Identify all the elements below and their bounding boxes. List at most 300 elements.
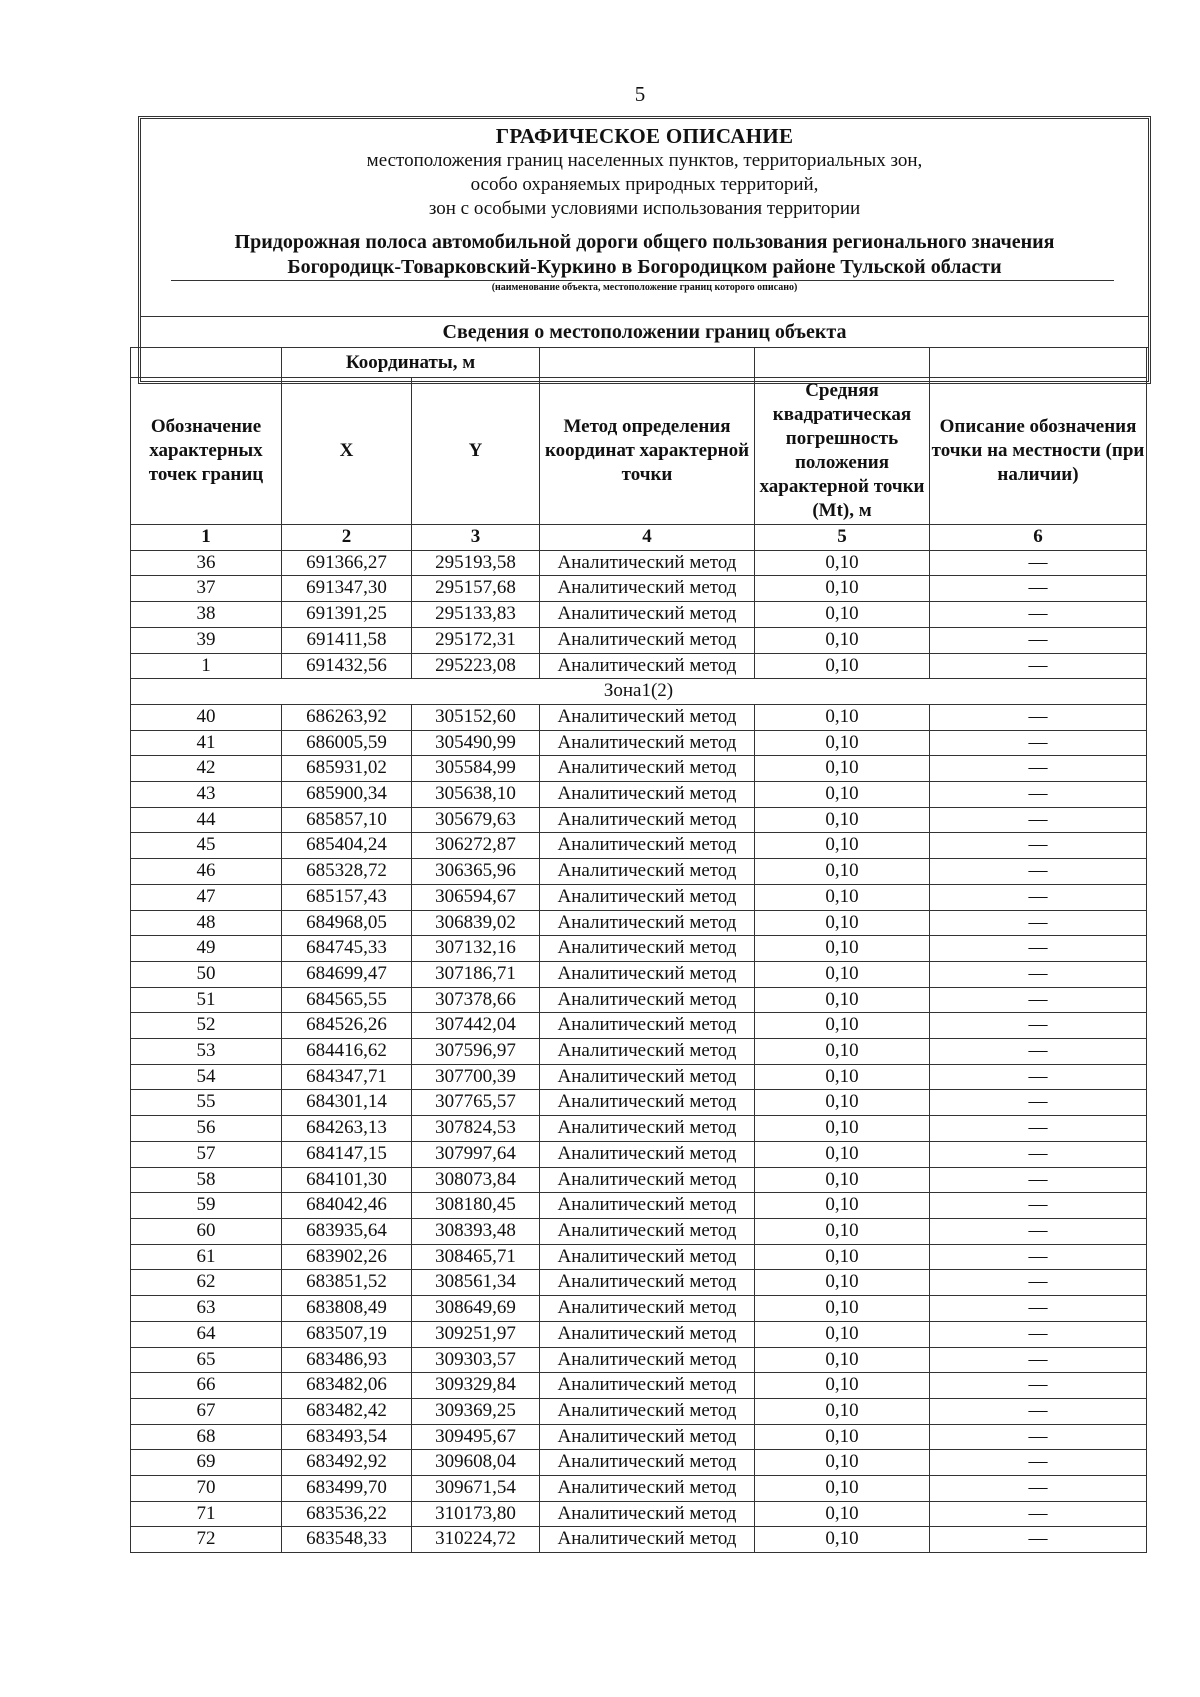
method-cell: Аналитический метод xyxy=(540,653,755,679)
x-coordinate-cell: 685931,02 xyxy=(282,756,412,782)
y-coordinate-cell: 307378,66 xyxy=(412,987,540,1013)
point-number-cell: 71 xyxy=(131,1501,282,1527)
y-coordinate-cell: 307186,71 xyxy=(412,961,540,987)
method-cell: Аналитический метод xyxy=(540,1424,755,1450)
table-row xyxy=(131,987,1147,1013)
description-cell: — xyxy=(930,1039,1147,1065)
y-coordinate-cell: 309671,54 xyxy=(412,1476,540,1502)
description-cell: — xyxy=(930,833,1147,859)
col-number: 2 xyxy=(282,525,412,551)
x-coordinate-cell: 683851,52 xyxy=(282,1270,412,1296)
description-cell: — xyxy=(930,1244,1147,1270)
error-cell: 0,10 xyxy=(755,1013,930,1039)
method-cell: Аналитический метод xyxy=(540,1296,755,1322)
method-cell: Аналитический метод xyxy=(540,550,755,576)
description-cell: — xyxy=(930,1450,1147,1476)
error-cell: 0,10 xyxy=(755,756,930,782)
method-cell: Аналитический метод xyxy=(540,1039,755,1065)
method-cell: Аналитический метод xyxy=(540,987,755,1013)
header-line-2: особо охраняемых природных территорий, xyxy=(470,174,819,195)
description-cell: — xyxy=(930,1218,1147,1244)
error-cell: 0,10 xyxy=(755,910,930,936)
zone-row xyxy=(131,679,1147,705)
method-cell: Аналитический метод xyxy=(540,961,755,987)
description-cell: — xyxy=(930,1501,1147,1527)
error-cell: 0,10 xyxy=(755,1347,930,1373)
table-row xyxy=(131,1116,1147,1142)
error-cell: 0,10 xyxy=(755,833,930,859)
y-coordinate-cell: 309303,57 xyxy=(412,1347,540,1373)
error-cell: 0,10 xyxy=(755,627,930,653)
error-cell: 0,10 xyxy=(755,1141,930,1167)
y-coordinate-cell: 306272,87 xyxy=(412,833,540,859)
error-cell: 0,10 xyxy=(755,1167,930,1193)
table-row xyxy=(131,576,1147,602)
x-coordinate-cell: 685157,43 xyxy=(282,884,412,910)
method-cell: Аналитический метод xyxy=(540,1347,755,1373)
method-cell: Аналитический метод xyxy=(540,1116,755,1142)
error-cell: 0,10 xyxy=(755,1450,930,1476)
error-cell: 0,10 xyxy=(755,1321,930,1347)
error-cell: 0,10 xyxy=(755,987,930,1013)
point-number-cell: 45 xyxy=(131,833,282,859)
table-row xyxy=(131,1398,1147,1424)
y-coordinate-cell: 305490,99 xyxy=(412,730,540,756)
description-cell: — xyxy=(930,1398,1147,1424)
method-cell: Аналитический метод xyxy=(540,602,755,628)
method-cell: Аналитический метод xyxy=(540,1244,755,1270)
y-coordinate-cell: 307997,64 xyxy=(412,1141,540,1167)
coordinates-table xyxy=(130,347,1147,1553)
table-row xyxy=(131,653,1147,679)
table-row xyxy=(131,1167,1147,1193)
point-number-cell: 55 xyxy=(131,1090,282,1116)
method-cell: Аналитический метод xyxy=(540,910,755,936)
error-cell: 0,10 xyxy=(755,704,930,730)
column-header-row xyxy=(131,378,1147,525)
col-method-header: Метод определения координат характерной точки xyxy=(540,378,755,525)
point-number-cell: 68 xyxy=(131,1424,282,1450)
point-number-cell: 1 xyxy=(131,653,282,679)
group2-rows xyxy=(131,704,1147,1552)
y-coordinate-cell: 309329,84 xyxy=(412,1373,540,1399)
method-cell: Аналитический метод xyxy=(540,704,755,730)
document-title: ГРАФИЧЕСКОЕ ОПИСАНИЕ xyxy=(495,124,794,148)
description-cell: — xyxy=(930,1373,1147,1399)
page-number: 5 xyxy=(634,82,646,106)
description-cell: — xyxy=(930,1193,1147,1219)
y-coordinate-cell: 306839,02 xyxy=(412,910,540,936)
table-row xyxy=(131,782,1147,808)
method-cell: Аналитический метод xyxy=(540,576,755,602)
document-header-frame xyxy=(138,116,1151,384)
error-cell: 0,10 xyxy=(755,1527,930,1553)
error-cell: 0,10 xyxy=(755,1116,930,1142)
table-row xyxy=(131,1450,1147,1476)
table-row xyxy=(131,1373,1147,1399)
point-number-cell: 63 xyxy=(131,1296,282,1322)
header-line-1: местоположения границ населенных пунктов, территориальных зон, xyxy=(366,150,923,171)
description-cell: — xyxy=(930,910,1147,936)
object-note: (наименование объекта, местоположение границ которого описано) xyxy=(491,282,798,293)
y-coordinate-cell: 308180,45 xyxy=(412,1193,540,1219)
x-coordinate-cell: 685857,10 xyxy=(282,807,412,833)
method-cell: Аналитический метод xyxy=(540,1141,755,1167)
method-cell: Аналитический метод xyxy=(540,1398,755,1424)
description-cell: — xyxy=(930,1347,1147,1373)
y-coordinate-cell: 309369,25 xyxy=(412,1398,540,1424)
error-cell: 0,10 xyxy=(755,1296,930,1322)
method-cell: Аналитический метод xyxy=(540,1218,755,1244)
y-coordinate-cell: 295193,58 xyxy=(412,550,540,576)
table-row xyxy=(131,1013,1147,1039)
table-row xyxy=(131,1090,1147,1116)
method-cell: Аналитический метод xyxy=(540,1321,755,1347)
point-number-cell: 39 xyxy=(131,627,282,653)
x-coordinate-cell: 683935,64 xyxy=(282,1218,412,1244)
col-y-header: Y xyxy=(412,378,540,525)
x-coordinate-cell: 684042,46 xyxy=(282,1193,412,1219)
method-cell: Аналитический метод xyxy=(540,884,755,910)
table-row xyxy=(131,704,1147,730)
x-coordinate-cell: 684745,33 xyxy=(282,936,412,962)
x-coordinate-cell: 684699,47 xyxy=(282,961,412,987)
point-number-cell: 70 xyxy=(131,1476,282,1502)
y-coordinate-cell: 295133,83 xyxy=(412,602,540,628)
point-number-cell: 62 xyxy=(131,1270,282,1296)
point-number-cell: 66 xyxy=(131,1373,282,1399)
x-coordinate-cell: 683902,26 xyxy=(282,1244,412,1270)
table-row xyxy=(131,602,1147,628)
method-cell: Аналитический метод xyxy=(540,1064,755,1090)
method-cell: Аналитический метод xyxy=(540,936,755,962)
error-cell: 0,10 xyxy=(755,1424,930,1450)
table-row xyxy=(131,884,1147,910)
point-number-cell: 43 xyxy=(131,782,282,808)
column-number-row xyxy=(131,525,1147,551)
x-coordinate-cell: 684347,71 xyxy=(282,1064,412,1090)
point-number-cell: 48 xyxy=(131,910,282,936)
error-cell: 0,10 xyxy=(755,1501,930,1527)
error-cell: 0,10 xyxy=(755,936,930,962)
point-number-cell: 65 xyxy=(131,1347,282,1373)
blank-head-cell xyxy=(131,348,282,378)
point-number-cell: 64 xyxy=(131,1321,282,1347)
method-cell: Аналитический метод xyxy=(540,1373,755,1399)
y-coordinate-cell: 295157,68 xyxy=(412,576,540,602)
col-number: 5 xyxy=(755,525,930,551)
point-number-cell: 54 xyxy=(131,1064,282,1090)
description-cell: — xyxy=(930,961,1147,987)
y-coordinate-cell: 308561,34 xyxy=(412,1270,540,1296)
x-coordinate-cell: 683492,92 xyxy=(282,1450,412,1476)
col-number: 4 xyxy=(540,525,755,551)
point-number-cell: 38 xyxy=(131,602,282,628)
x-coordinate-cell: 683482,42 xyxy=(282,1398,412,1424)
error-cell: 0,10 xyxy=(755,782,930,808)
col-number: 6 xyxy=(930,525,1147,551)
point-number-cell: 61 xyxy=(131,1244,282,1270)
point-number-cell: 42 xyxy=(131,756,282,782)
x-coordinate-cell: 683493,54 xyxy=(282,1424,412,1450)
table-row xyxy=(131,550,1147,576)
col-number: 3 xyxy=(412,525,540,551)
error-cell: 0,10 xyxy=(755,807,930,833)
table-row xyxy=(131,1501,1147,1527)
y-coordinate-cell: 305679,63 xyxy=(412,807,540,833)
x-coordinate-cell: 683482,06 xyxy=(282,1373,412,1399)
x-coordinate-cell: 686005,59 xyxy=(282,730,412,756)
coords-group-header: Координаты, м xyxy=(282,348,540,378)
error-cell: 0,10 xyxy=(755,602,930,628)
error-cell: 0,10 xyxy=(755,1373,930,1399)
method-cell: Аналитический метод xyxy=(540,1527,755,1553)
x-coordinate-cell: 683499,70 xyxy=(282,1476,412,1502)
point-number-cell: 36 xyxy=(131,550,282,576)
point-number-cell: 49 xyxy=(131,936,282,962)
error-cell: 0,10 xyxy=(755,730,930,756)
y-coordinate-cell: 308649,69 xyxy=(412,1296,540,1322)
point-number-cell: 72 xyxy=(131,1527,282,1553)
description-cell: — xyxy=(930,1321,1147,1347)
y-coordinate-cell: 309608,04 xyxy=(412,1450,540,1476)
y-coordinate-cell: 308073,84 xyxy=(412,1167,540,1193)
method-cell: Аналитический метод xyxy=(540,1450,755,1476)
table-row xyxy=(131,807,1147,833)
x-coordinate-cell: 685328,72 xyxy=(282,859,412,885)
table-row xyxy=(131,1141,1147,1167)
section-title: Сведения о местоположении границ объекта xyxy=(141,316,1148,348)
y-coordinate-cell: 310224,72 xyxy=(412,1527,540,1553)
zone-divider xyxy=(131,679,1147,705)
description-cell: — xyxy=(930,859,1147,885)
x-coordinate-cell: 684526,26 xyxy=(282,1013,412,1039)
method-cell: Аналитический метод xyxy=(540,1193,755,1219)
table-row xyxy=(131,1270,1147,1296)
description-cell: — xyxy=(930,756,1147,782)
table-row xyxy=(131,1244,1147,1270)
x-coordinate-cell: 691432,56 xyxy=(282,653,412,679)
error-cell: 0,10 xyxy=(755,653,930,679)
col-number: 1 xyxy=(131,525,282,551)
y-coordinate-cell: 307596,97 xyxy=(412,1039,540,1065)
y-coordinate-cell: 307132,16 xyxy=(412,936,540,962)
y-coordinate-cell: 307824,53 xyxy=(412,1116,540,1142)
x-coordinate-cell: 684968,05 xyxy=(282,910,412,936)
table-row xyxy=(131,910,1147,936)
point-number-cell: 57 xyxy=(131,1141,282,1167)
header-line-3: зон с особыми условиями использования территории xyxy=(428,198,861,219)
error-cell: 0,10 xyxy=(755,961,930,987)
point-number-cell: 67 xyxy=(131,1398,282,1424)
error-cell: 0,10 xyxy=(755,1039,930,1065)
table-row xyxy=(131,1218,1147,1244)
x-coordinate-cell: 684147,15 xyxy=(282,1141,412,1167)
x-coordinate-cell: 683536,22 xyxy=(282,1501,412,1527)
description-cell: — xyxy=(930,1296,1147,1322)
point-number-cell: 58 xyxy=(131,1167,282,1193)
point-number-cell: 41 xyxy=(131,730,282,756)
error-cell: 0,10 xyxy=(755,884,930,910)
col-point-header: Обозначение характерных точек границ xyxy=(131,378,282,525)
error-cell: 0,10 xyxy=(755,1218,930,1244)
point-number-cell: 51 xyxy=(131,987,282,1013)
x-coordinate-cell: 683507,19 xyxy=(282,1321,412,1347)
point-number-cell: 50 xyxy=(131,961,282,987)
blank-head-cell xyxy=(930,348,1147,378)
table-row xyxy=(131,1193,1147,1219)
table-row xyxy=(131,1347,1147,1373)
description-cell: — xyxy=(930,653,1147,679)
method-cell: Аналитический метод xyxy=(540,1270,755,1296)
x-coordinate-cell: 691366,27 xyxy=(282,550,412,576)
x-coordinate-cell: 691391,25 xyxy=(282,602,412,628)
table-row xyxy=(131,859,1147,885)
description-cell: — xyxy=(930,576,1147,602)
y-coordinate-cell: 305584,99 xyxy=(412,756,540,782)
col-error-header: Средняя квадратическая погрешность положения характерной точки (Mt), м xyxy=(755,378,930,525)
x-coordinate-cell: 691411,58 xyxy=(282,627,412,653)
method-cell: Аналитический метод xyxy=(540,1013,755,1039)
error-cell: 0,10 xyxy=(755,1090,930,1116)
col-description-header: Описание обозначения точки на местности (при наличии) xyxy=(930,378,1147,525)
y-coordinate-cell: 305152,60 xyxy=(412,704,540,730)
object-name xyxy=(141,230,1148,280)
description-cell: — xyxy=(930,550,1147,576)
y-coordinate-cell: 307700,39 xyxy=(412,1064,540,1090)
table-row xyxy=(131,1296,1147,1322)
method-cell: Аналитический метод xyxy=(540,807,755,833)
y-coordinate-cell: 306365,96 xyxy=(412,859,540,885)
x-coordinate-cell: 691347,30 xyxy=(282,576,412,602)
object-name-line-1: Придорожная полоса автомобильной дороги общего пользования регионального значения xyxy=(234,231,1055,253)
x-coordinate-cell: 684301,14 xyxy=(282,1090,412,1116)
point-number-cell: 47 xyxy=(131,884,282,910)
table-row xyxy=(131,1064,1147,1090)
error-cell: 0,10 xyxy=(755,1398,930,1424)
point-number-cell: 44 xyxy=(131,807,282,833)
y-coordinate-cell: 307765,57 xyxy=(412,1090,540,1116)
table-row xyxy=(131,756,1147,782)
description-cell: — xyxy=(930,1167,1147,1193)
zone-label: Зона1(2) xyxy=(131,679,1147,705)
x-coordinate-cell: 685404,24 xyxy=(282,833,412,859)
table-row xyxy=(131,1424,1147,1450)
table-row xyxy=(131,1039,1147,1065)
error-cell: 0,10 xyxy=(755,550,930,576)
description-cell: — xyxy=(930,1424,1147,1450)
point-number-cell: 46 xyxy=(131,859,282,885)
error-cell: 0,10 xyxy=(755,1064,930,1090)
table-row xyxy=(131,936,1147,962)
x-coordinate-cell: 683808,49 xyxy=(282,1296,412,1322)
method-cell: Аналитический метод xyxy=(540,1090,755,1116)
description-cell: — xyxy=(930,1527,1147,1553)
group1-rows xyxy=(131,550,1147,679)
document-header xyxy=(141,119,1148,312)
method-cell: Аналитический метод xyxy=(540,756,755,782)
coords-header-row xyxy=(131,348,1147,378)
table-row xyxy=(131,833,1147,859)
y-coordinate-cell: 295172,31 xyxy=(412,627,540,653)
method-cell: Аналитический метод xyxy=(540,730,755,756)
point-number-cell: 40 xyxy=(131,704,282,730)
error-cell: 0,10 xyxy=(755,1476,930,1502)
error-cell: 0,10 xyxy=(755,576,930,602)
description-cell: — xyxy=(930,704,1147,730)
description-cell: — xyxy=(930,602,1147,628)
method-cell: Аналитический метод xyxy=(540,859,755,885)
table-row xyxy=(131,1476,1147,1502)
description-cell: — xyxy=(930,1090,1147,1116)
x-coordinate-cell: 684101,30 xyxy=(282,1167,412,1193)
description-cell: — xyxy=(930,782,1147,808)
y-coordinate-cell: 306594,67 xyxy=(412,884,540,910)
col-x-header: X xyxy=(282,378,412,525)
method-cell: Аналитический метод xyxy=(540,1167,755,1193)
method-cell: Аналитический метод xyxy=(540,1501,755,1527)
point-number-cell: 52 xyxy=(131,1013,282,1039)
description-cell: — xyxy=(930,627,1147,653)
x-coordinate-cell: 684565,55 xyxy=(282,987,412,1013)
error-cell: 0,10 xyxy=(755,1193,930,1219)
description-cell: — xyxy=(930,884,1147,910)
y-coordinate-cell: 305638,10 xyxy=(412,782,540,808)
table-row xyxy=(131,730,1147,756)
description-cell: — xyxy=(930,987,1147,1013)
point-number-cell: 37 xyxy=(131,576,282,602)
point-number-cell: 59 xyxy=(131,1193,282,1219)
table-row xyxy=(131,961,1147,987)
y-coordinate-cell: 295223,08 xyxy=(412,653,540,679)
error-cell: 0,10 xyxy=(755,1244,930,1270)
table-row xyxy=(131,1527,1147,1553)
description-cell: — xyxy=(930,730,1147,756)
point-number-cell: 56 xyxy=(131,1116,282,1142)
description-cell: — xyxy=(930,1270,1147,1296)
method-cell: Аналитический метод xyxy=(540,782,755,808)
error-cell: 0,10 xyxy=(755,859,930,885)
point-number-cell: 60 xyxy=(131,1218,282,1244)
x-coordinate-cell: 683548,33 xyxy=(282,1527,412,1553)
description-cell: — xyxy=(930,1476,1147,1502)
y-coordinate-cell: 310173,80 xyxy=(412,1501,540,1527)
method-cell: Аналитический метод xyxy=(540,1476,755,1502)
method-cell: Аналитический метод xyxy=(540,627,755,653)
table-row xyxy=(131,627,1147,653)
description-cell: — xyxy=(930,807,1147,833)
table-row xyxy=(131,1321,1147,1347)
description-cell: — xyxy=(930,1013,1147,1039)
x-coordinate-cell: 683486,93 xyxy=(282,1347,412,1373)
blank-head-cell xyxy=(755,348,930,378)
y-coordinate-cell: 309495,67 xyxy=(412,1424,540,1450)
x-coordinate-cell: 686263,92 xyxy=(282,704,412,730)
point-number-cell: 69 xyxy=(131,1450,282,1476)
x-coordinate-cell: 684263,13 xyxy=(282,1116,412,1142)
x-coordinate-cell: 684416,62 xyxy=(282,1039,412,1065)
error-cell: 0,10 xyxy=(755,1270,930,1296)
description-cell: — xyxy=(930,1141,1147,1167)
point-number-cell: 53 xyxy=(131,1039,282,1065)
description-cell: — xyxy=(930,936,1147,962)
y-coordinate-cell: 308393,48 xyxy=(412,1218,540,1244)
description-cell: — xyxy=(930,1116,1147,1142)
object-name-line-2: Богородицк-Товарковский-Куркино в Богородицком районе Тульской области xyxy=(287,256,1002,278)
description-cell: — xyxy=(930,1064,1147,1090)
y-coordinate-cell: 308465,71 xyxy=(412,1244,540,1270)
y-coordinate-cell: 307442,04 xyxy=(412,1013,540,1039)
